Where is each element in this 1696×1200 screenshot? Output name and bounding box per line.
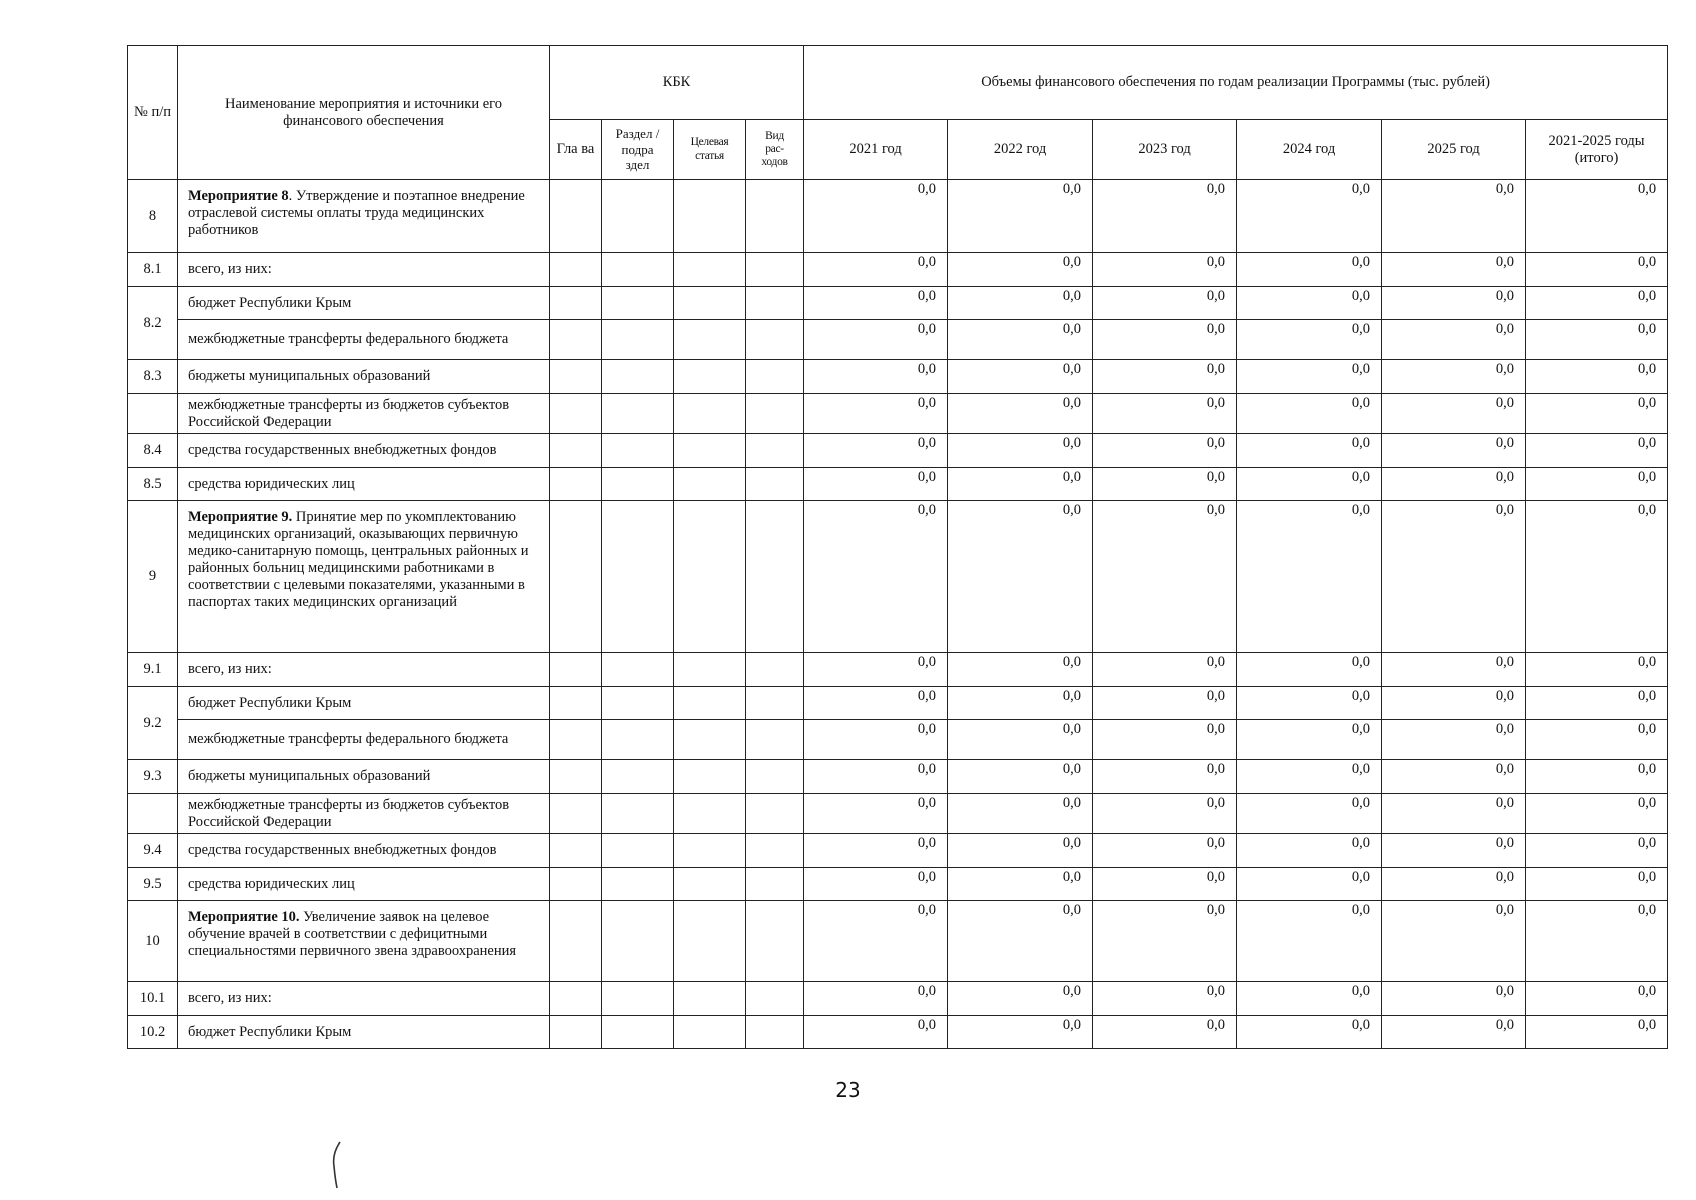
value-cell: 0,0 [1237, 868, 1382, 901]
value-cell: 0,0 [948, 794, 1093, 834]
value-cell: 0,0 [1382, 501, 1526, 653]
kbk-cell [602, 360, 674, 394]
value-cell: 0,0 [1237, 180, 1382, 253]
kbk-cell [602, 653, 674, 687]
kbk-cell [602, 394, 674, 434]
table-row [128, 720, 1668, 760]
kbk-cell [674, 180, 746, 253]
value-cell: 0,0 [948, 901, 1093, 982]
kbk-cell [602, 501, 674, 653]
value-cell: 0,0 [1093, 180, 1237, 253]
value-cell: 0,0 [1093, 687, 1237, 720]
value-cell: 0,0 [804, 760, 948, 794]
value-cell: 0,0 [1093, 320, 1237, 360]
value-cell: 0,0 [1093, 901, 1237, 982]
kbk-cell [550, 1016, 602, 1049]
value-cell: 0,0 [1093, 287, 1237, 320]
row-number: 9 [128, 501, 178, 653]
kbk-cell [674, 501, 746, 653]
kbk-cell [602, 720, 674, 760]
value-cell: 0,0 [1382, 320, 1526, 360]
value-cell: 0,0 [1237, 501, 1382, 653]
row-name [178, 687, 550, 720]
value-cell: 0,0 [1526, 760, 1668, 794]
value-cell: 0,0 [948, 687, 1093, 720]
row-name [178, 901, 550, 982]
financing-table [127, 45, 1668, 1049]
kbk-cell [550, 687, 602, 720]
table-row [128, 287, 1668, 320]
value-cell: 0,0 [1526, 982, 1668, 1016]
kbk-cell [746, 320, 804, 360]
value-cell: 0,0 [1526, 653, 1668, 687]
value-cell: 0,0 [1237, 253, 1382, 287]
value-cell: 0,0 [1093, 394, 1237, 434]
value-cell: 0,0 [1093, 501, 1237, 653]
value-cell: 0,0 [804, 434, 948, 468]
kbk-cell [602, 982, 674, 1016]
row-text: межбюджетные трансферты федерального бюджета [188, 731, 509, 748]
kbk-cell [674, 834, 746, 868]
table-row [128, 687, 1668, 720]
kbk-cell [674, 1016, 746, 1049]
value-cell: 0,0 [1382, 868, 1526, 901]
value-cell: 0,0 [1382, 760, 1526, 794]
value-cell: 0,0 [1526, 320, 1668, 360]
value-cell: 0,0 [804, 794, 948, 834]
kbk-cell [550, 720, 602, 760]
kbk-cell [674, 982, 746, 1016]
row-name [178, 394, 550, 434]
value-cell: 0,0 [1237, 394, 1382, 434]
kbk-cell [550, 320, 602, 360]
value-cell: 0,0 [804, 982, 948, 1016]
row-text: бюджет Республики Крым [188, 694, 352, 711]
value-cell: 0,0 [948, 720, 1093, 760]
kbk-cell [674, 794, 746, 834]
value-cell: 0,0 [1382, 394, 1526, 434]
row-text: межбюджетные трансферты из бюджетов субъектов Российской Федерации [188, 396, 510, 430]
value-cell: 0,0 [1093, 868, 1237, 901]
kbk-cell [674, 394, 746, 434]
value-cell: 0,0 [804, 653, 948, 687]
row-name [178, 1016, 550, 1049]
row-text: бюджеты муниципальных образований [188, 368, 431, 385]
value-cell: 0,0 [804, 180, 948, 253]
value-cell: 0,0 [1093, 720, 1237, 760]
value-cell: 0,0 [948, 434, 1093, 468]
kbk-cell [674, 434, 746, 468]
value-cell: 0,0 [804, 1016, 948, 1049]
row-number: 10.1 [128, 982, 178, 1016]
header-year-2024: 2024 год [1237, 120, 1382, 180]
kbk-cell [746, 760, 804, 794]
value-cell: 0,0 [1526, 287, 1668, 320]
value-cell: 0,0 [1382, 687, 1526, 720]
value-cell: 0,0 [1382, 901, 1526, 982]
row-name [178, 501, 550, 653]
value-cell: 0,0 [948, 1016, 1093, 1049]
header-name: Наименование мероприятия и источники его финансового обеспечения [178, 46, 550, 180]
value-cell: 0,0 [1093, 468, 1237, 501]
value-cell: 0,0 [1382, 1016, 1526, 1049]
kbk-cell [746, 834, 804, 868]
kbk-cell [550, 760, 602, 794]
value-cell: 0,0 [1237, 687, 1382, 720]
value-cell: 0,0 [1526, 468, 1668, 501]
row-number: 9.5 [128, 868, 178, 901]
value-cell: 0,0 [1382, 468, 1526, 501]
row-text: средства юридических лиц [188, 475, 355, 492]
kbk-cell [550, 180, 602, 253]
kbk-cell [602, 253, 674, 287]
kbk-cell [746, 1016, 804, 1049]
value-cell: 0,0 [1093, 794, 1237, 834]
header-volumes: Объемы финансового обеспечения по годам реализации Программы (тыс. рублей) [804, 46, 1668, 120]
kbk-cell [674, 468, 746, 501]
kbk-cell [602, 320, 674, 360]
table-row [128, 253, 1668, 287]
value-cell: 0,0 [804, 834, 948, 868]
kbk-cell [550, 653, 602, 687]
value-cell: 0,0 [1237, 287, 1382, 320]
kbk-cell [550, 501, 602, 653]
row-text: бюджет Республики Крым [188, 1023, 352, 1040]
kbk-cell [602, 180, 674, 253]
value-cell: 0,0 [1382, 434, 1526, 468]
value-cell: 0,0 [1237, 434, 1382, 468]
kbk-cell [674, 360, 746, 394]
kbk-cell [746, 982, 804, 1016]
value-cell: 0,0 [1382, 253, 1526, 287]
header-kbk: КБК [550, 46, 804, 120]
value-cell: 0,0 [1382, 653, 1526, 687]
kbk-cell [550, 834, 602, 868]
kbk-cell [550, 287, 602, 320]
value-cell: 0,0 [1526, 180, 1668, 253]
header-year-2022: 2022 год [948, 120, 1093, 180]
value-cell: 0,0 [804, 468, 948, 501]
row-number: 9.2 [128, 687, 178, 760]
table-row [128, 394, 1668, 434]
value-cell: 0,0 [1093, 253, 1237, 287]
kbk-cell [602, 1016, 674, 1049]
kbk-cell [674, 320, 746, 360]
row-number [128, 794, 178, 834]
value-cell: 0,0 [1382, 180, 1526, 253]
value-cell: 0,0 [948, 868, 1093, 901]
row-name [178, 180, 550, 253]
kbk-cell [674, 868, 746, 901]
header-year-2025: 2025 год [1382, 120, 1526, 180]
value-cell: 0,0 [804, 320, 948, 360]
value-cell: 0,0 [1382, 360, 1526, 394]
table-row [128, 320, 1668, 360]
kbk-cell [602, 760, 674, 794]
row-name [178, 834, 550, 868]
value-cell: 0,0 [1526, 360, 1668, 394]
value-cell: 0,0 [1526, 394, 1668, 434]
table-row [128, 501, 1668, 653]
value-cell: 0,0 [1093, 434, 1237, 468]
value-cell: 0,0 [804, 901, 948, 982]
value-cell: 0,0 [1237, 720, 1382, 760]
kbk-cell [550, 468, 602, 501]
value-cell: 0,0 [804, 394, 948, 434]
kbk-cell [746, 468, 804, 501]
value-cell: 0,0 [804, 287, 948, 320]
table-row [128, 901, 1668, 982]
header-year-2021: 2021 год [804, 120, 948, 180]
row-number: 8.5 [128, 468, 178, 501]
row-text: . Утверждение и поэтапное внедрение отраслевой системы оплаты труда медицинских работников [188, 188, 525, 238]
header-kbk-razdel: Раздел /подра здел [602, 120, 674, 180]
value-cell: 0,0 [804, 360, 948, 394]
header-kbk-glava: Гла ва [550, 120, 602, 180]
header-year-total: 2021-2025 годы (итого) [1526, 120, 1668, 180]
kbk-cell [674, 653, 746, 687]
row-number: 8.3 [128, 360, 178, 394]
value-cell: 0,0 [1093, 1016, 1237, 1049]
value-cell: 0,0 [948, 320, 1093, 360]
row-name [178, 468, 550, 501]
kbk-cell [674, 901, 746, 982]
kbk-cell [602, 868, 674, 901]
value-cell: 0,0 [1093, 360, 1237, 394]
value-cell: 0,0 [1237, 468, 1382, 501]
pen-mark [330, 1140, 350, 1190]
value-cell: 0,0 [1237, 982, 1382, 1016]
kbk-cell [602, 287, 674, 320]
value-cell: 0,0 [948, 834, 1093, 868]
kbk-cell [602, 901, 674, 982]
value-cell: 0,0 [1526, 794, 1668, 834]
value-cell: 0,0 [1526, 1016, 1668, 1049]
table-row [128, 434, 1668, 468]
row-text: средства государственных внебюджетных фондов [188, 842, 497, 859]
row-number: 9.4 [128, 834, 178, 868]
header-kbk-type: Вид рас- ходов [746, 120, 804, 180]
value-cell: 0,0 [948, 468, 1093, 501]
header-num: № п/п [128, 46, 178, 180]
row-name [178, 320, 550, 360]
value-cell: 0,0 [948, 360, 1093, 394]
kbk-cell [746, 434, 804, 468]
value-cell: 0,0 [1237, 760, 1382, 794]
table-row [128, 1016, 1668, 1049]
value-cell: 0,0 [1093, 653, 1237, 687]
row-text: Принятие мер по укомплектованию медицинских организаций, оказывающих первичную медико-санитарную помощь, центральных районных и районных больниц медицинскими работниками в соответствии с целевыми показателями, указанными в паспортах таких медицинских организаций [188, 509, 529, 610]
value-cell: 0,0 [804, 687, 948, 720]
row-number: 8.1 [128, 253, 178, 287]
row-name [178, 434, 550, 468]
value-cell: 0,0 [948, 394, 1093, 434]
table-row [128, 653, 1668, 687]
table-row [128, 468, 1668, 501]
measure-title: Мероприятие 9. [188, 509, 293, 525]
kbk-cell [746, 687, 804, 720]
value-cell: 0,0 [948, 180, 1093, 253]
value-cell: 0,0 [1382, 834, 1526, 868]
kbk-cell [746, 653, 804, 687]
value-cell: 0,0 [1237, 320, 1382, 360]
kbk-cell [550, 901, 602, 982]
table-row [128, 794, 1668, 834]
kbk-cell [602, 468, 674, 501]
kbk-cell [674, 287, 746, 320]
kbk-cell [746, 720, 804, 760]
value-cell: 0,0 [1526, 253, 1668, 287]
value-cell: 0,0 [1382, 720, 1526, 760]
value-cell: 0,0 [804, 720, 948, 760]
value-cell: 0,0 [804, 501, 948, 653]
table-row [128, 360, 1668, 394]
page-number: 23 [835, 1078, 861, 1102]
value-cell: 0,0 [1526, 868, 1668, 901]
kbk-cell [550, 360, 602, 394]
header-kbk-target: Целевая статья [674, 120, 746, 180]
row-number: 9.1 [128, 653, 178, 687]
row-number: 8 [128, 180, 178, 253]
row-number: 8.2 [128, 287, 178, 360]
row-text: бюджеты муниципальных образований [188, 768, 431, 785]
kbk-cell [746, 360, 804, 394]
table-row [128, 834, 1668, 868]
kbk-cell [550, 394, 602, 434]
kbk-cell [550, 434, 602, 468]
kbk-cell [550, 794, 602, 834]
row-name [178, 287, 550, 320]
row-name [178, 794, 550, 834]
kbk-cell [746, 901, 804, 982]
value-cell: 0,0 [1093, 982, 1237, 1016]
row-number: 10.2 [128, 1016, 178, 1049]
value-cell: 0,0 [948, 253, 1093, 287]
kbk-cell [674, 687, 746, 720]
value-cell: 0,0 [1382, 794, 1526, 834]
value-cell: 0,0 [948, 287, 1093, 320]
table-row [128, 180, 1668, 253]
row-name [178, 653, 550, 687]
row-number: 8.4 [128, 434, 178, 468]
measure-title: Мероприятие 8 [188, 188, 289, 204]
value-cell: 0,0 [1526, 687, 1668, 720]
row-text: Увеличение заявок на целевое обучение врачей в соответствии с дефицитными специальностями первичного звена здравоохранения [188, 909, 517, 959]
kbk-cell [746, 394, 804, 434]
value-cell: 0,0 [948, 982, 1093, 1016]
kbk-cell [602, 794, 674, 834]
kbk-cell [602, 687, 674, 720]
value-cell: 0,0 [1382, 287, 1526, 320]
value-cell: 0,0 [948, 760, 1093, 794]
kbk-cell [746, 501, 804, 653]
kbk-cell [746, 868, 804, 901]
row-name [178, 868, 550, 901]
row-name [178, 720, 550, 760]
row-text: всего, из них: [188, 990, 272, 1007]
kbk-cell [674, 253, 746, 287]
row-name [178, 253, 550, 287]
row-number [128, 394, 178, 434]
row-name [178, 760, 550, 794]
kbk-cell [746, 180, 804, 253]
kbk-cell [674, 760, 746, 794]
row-text: средства государственных внебюджетных фондов [188, 442, 497, 459]
kbk-cell [674, 720, 746, 760]
value-cell: 0,0 [1526, 901, 1668, 982]
value-cell: 0,0 [948, 501, 1093, 653]
row-text: всего, из них: [188, 261, 272, 278]
table-row [128, 868, 1668, 901]
kbk-cell [746, 253, 804, 287]
value-cell: 0,0 [1237, 360, 1382, 394]
kbk-cell [550, 982, 602, 1016]
row-number: 9.3 [128, 760, 178, 794]
row-text: всего, из них: [188, 661, 272, 678]
row-name [178, 982, 550, 1016]
kbk-cell [746, 794, 804, 834]
value-cell: 0,0 [1237, 901, 1382, 982]
kbk-cell [550, 253, 602, 287]
kbk-cell [746, 287, 804, 320]
row-text: средства юридических лиц [188, 875, 355, 892]
row-number: 10 [128, 901, 178, 982]
row-text: межбюджетные трансферты федерального бюджета [188, 331, 509, 348]
row-text: межбюджетные трансферты из бюджетов субъектов Российской Федерации [188, 796, 510, 830]
value-cell: 0,0 [1237, 653, 1382, 687]
measure-title: Мероприятие 10. [188, 909, 300, 925]
value-cell: 0,0 [1237, 794, 1382, 834]
table-row [128, 760, 1668, 794]
kbk-cell [602, 434, 674, 468]
value-cell: 0,0 [1526, 434, 1668, 468]
value-cell: 0,0 [1093, 760, 1237, 794]
value-cell: 0,0 [804, 868, 948, 901]
kbk-cell [550, 868, 602, 901]
kbk-cell [602, 834, 674, 868]
table-row [128, 982, 1668, 1016]
value-cell: 0,0 [948, 653, 1093, 687]
value-cell: 0,0 [1237, 1016, 1382, 1049]
value-cell: 0,0 [1237, 834, 1382, 868]
table-body [128, 180, 1668, 1049]
row-text: бюджет Республики Крым [188, 294, 352, 311]
row-name [178, 360, 550, 394]
value-cell: 0,0 [1526, 501, 1668, 653]
value-cell: 0,0 [1526, 834, 1668, 868]
value-cell: 0,0 [804, 253, 948, 287]
value-cell: 0,0 [1526, 720, 1668, 760]
header-year-2023: 2023 год [1093, 120, 1237, 180]
value-cell: 0,0 [1093, 834, 1237, 868]
value-cell: 0,0 [1382, 982, 1526, 1016]
